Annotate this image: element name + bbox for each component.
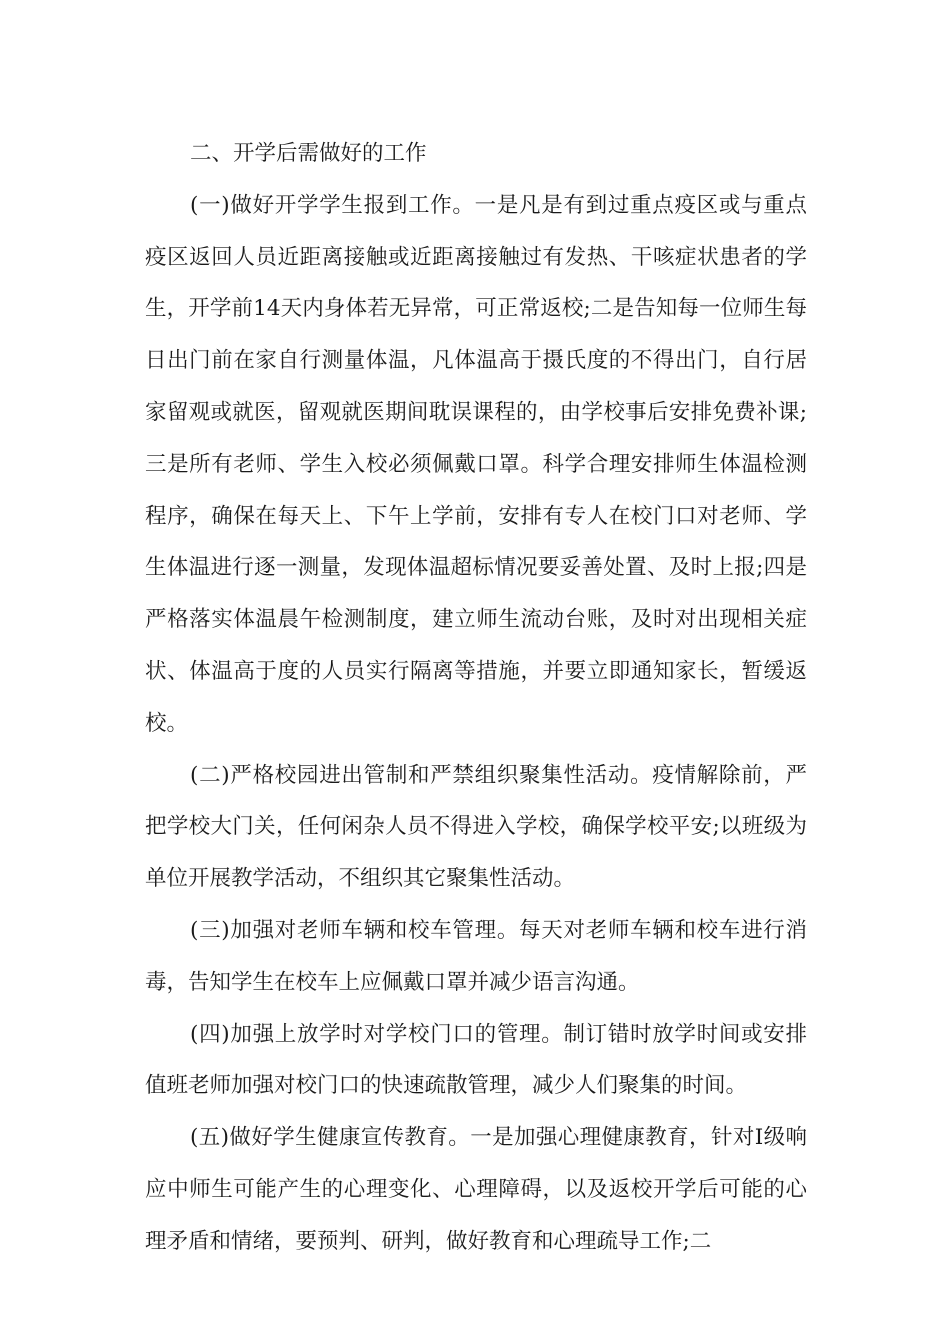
document-body: [145, 128, 807, 1268]
paragraph-campus-access: (二)严格校园进出管制和严禁组织聚集性活动。疫情解除前，严把学校大门关，任何闲杂人员不得进入学校，确保学校平安;以班级为单位开展教学活动，不组织其它聚集性活动。: [145, 762, 807, 892]
paragraph-vehicles: (三)加强对老师车辆和校车管理。每天对老师车辆和校车进行消毒，告知学生在校车上应佩戴口罩并减少语言沟通。: [145, 917, 807, 995]
section-heading: 二、开学后需做好的工作: [190, 141, 427, 166]
paragraph-registration: (一)做好开学学生报到工作。一是凡是有到过重点疫区或与重点疫区返回人员近距离接触或近距离接触过有发热、干咳症状患者的学生，开学前14天内身体若无异常，可正常返校;二是告知每一位师生每日出门前在家自行测量体温，凡体温高于摄氏度的不得出门，自行居家留观或就医，留观就医期间耽误课程的，由学校事后安排免费补课;三是所有老师、学生入校必须佩戴口罩。科学合理安排师生体温检测程序，确保在每天上、下午上学前，安排有专人在校门口对老师、学生体温进行逐一测量，发现体温超标情况要妥善处置、及时上报;四是严格落实体温晨午检测制度，建立师生流动台账，及时对出现相关症状、体温高于度的人员实行隔离等措施，并要立即通知家长，暂缓返校。: [145, 192, 807, 736]
paragraph-health-education: (五)做好学生健康宣传教育。一是加强心理健康教育，针对Ⅰ级响应中师生可能产生的心理变化、心理障碍，以及返校开学后可能的心理矛盾和情绪，要预判、研判，做好教育和心理疏导工作;二: [145, 1125, 807, 1254]
paragraph-gate-management: (四)加强上放学时对学校门口的管理。制订错时放学时间或安排值班老师加强对校门口的快速疏散管理，减少人们聚集的时间。: [145, 1021, 807, 1099]
